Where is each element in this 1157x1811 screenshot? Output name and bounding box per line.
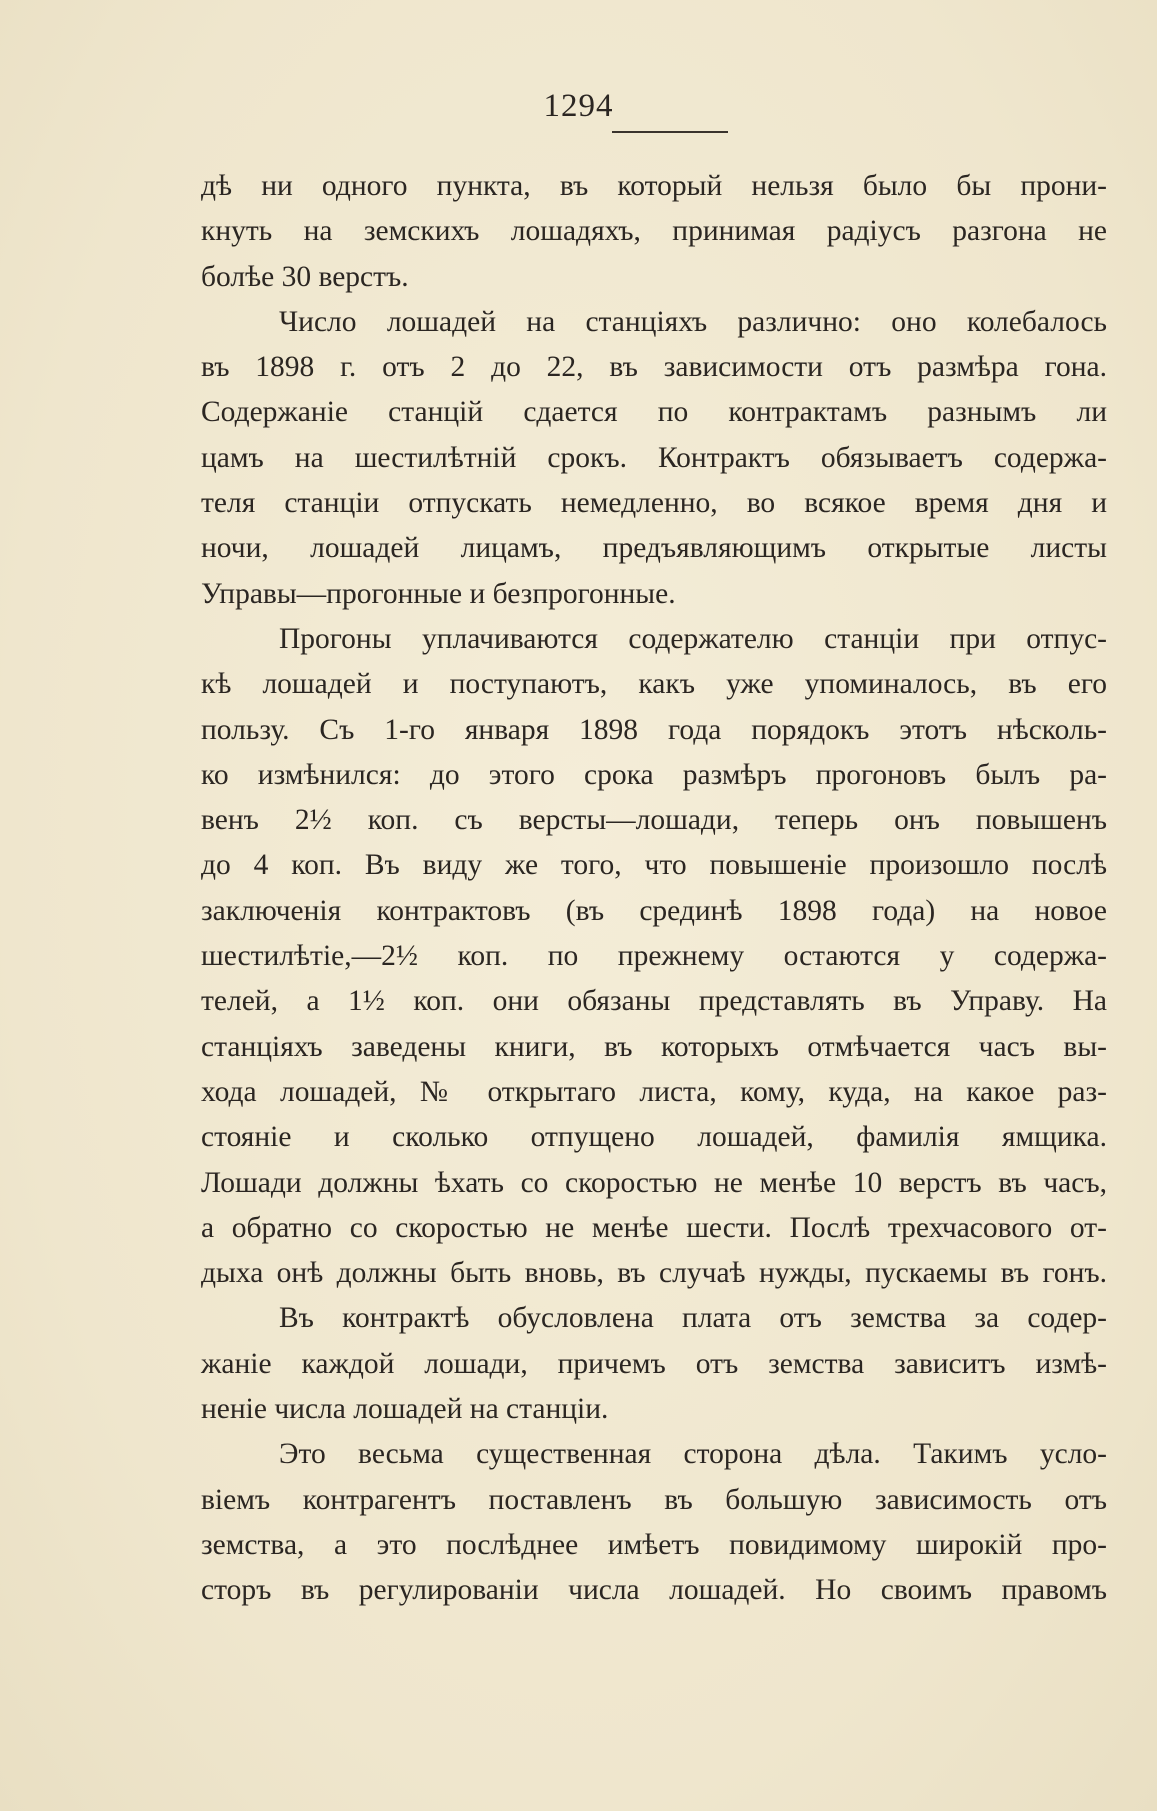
paragraph: [201, 300, 1107, 617]
text-line: Число лошадей на станціяхъ различно: оно колебалось: [279, 305, 1107, 338]
text-line: стояніе и сколько отпущено лошадей, фамилія ямщика.: [201, 1121, 1107, 1154]
paragraph: [201, 164, 1107, 300]
text-line: пользу. Съ 1-го января 1898 года порядокъ этотъ нѣсколь-: [201, 713, 1107, 746]
text-line: ко измѣнился: до этого срока размѣръ прогоновъ былъ ра-: [201, 758, 1107, 791]
text-line: дѣ ни одного пункта, въ который нельзя было бы прони-: [201, 170, 1107, 202]
paragraph: [201, 1432, 1107, 1613]
text-line: земства, а это послѣднее имѣетъ повидимому широкій про-: [201, 1528, 1107, 1561]
text-line: Управы—прогонные и безпрогонные.: [201, 577, 676, 610]
text-line: шестилѣтіе,—2½ коп. по прежнему остаются у содержа-: [201, 940, 1107, 973]
text-line: станціяхъ заведены книги, въ которыхъ отмѣчается часъ вы-: [201, 1030, 1107, 1063]
text-line: теля станціи отпускать немедленно, во всякое время дня и: [201, 487, 1107, 520]
text-line: болѣе 30 верстъ.: [201, 260, 409, 293]
text-line: Въ контрактѣ обусловлена плата отъ земства за содер-: [279, 1302, 1107, 1335]
text-line: кнуть на земскихъ лошадяхъ, принимая радіусъ разгона не: [201, 215, 1107, 248]
paragraph: [201, 617, 1107, 1296]
page-number-rule: [612, 131, 728, 133]
text-line: жаніе каждой лошади, причемъ отъ земства зависитъ измѣ-: [201, 1347, 1107, 1380]
text-line: Лошади должны ѣхать со скоростью не менѣе 10 верстъ въ часъ,: [201, 1166, 1107, 1199]
text-line: до 4 коп. Въ виду же того, что повышеніе произошло послѣ: [201, 849, 1107, 882]
text-line: въ 1898 г. отъ 2 до 22, въ зависимости отъ размѣра гона.: [201, 351, 1107, 384]
text-line: віемъ контрагентъ поставленъ въ большую зависимость отъ: [201, 1483, 1107, 1516]
text-line: дыха онѣ должны быть вновь, въ случаѣ нужды, пускаемы въ гонъ.: [201, 1257, 1107, 1290]
text-body: [201, 164, 1107, 1614]
text-line: кѣ лошадей и поступаютъ, какъ уже упоминалось, въ его: [201, 668, 1107, 701]
text-line: а обратно со скоростью не менѣе шести. Послѣ трехчасового от-: [201, 1211, 1107, 1244]
page-number: 1294: [543, 88, 614, 124]
paragraph: [201, 1296, 1107, 1432]
text-line: венъ 2½ коп. съ версты—лошади, теперь онъ повышенъ: [201, 804, 1107, 837]
text-line: заключенія контрактовъ (въ срединѣ 1898 года) на новое: [201, 894, 1107, 927]
text-line: Прогоны уплачиваются содержателю станціи при отпус-: [279, 622, 1107, 655]
text-line: Содержаніе станцій сдается по контрактамъ разнымъ ли: [201, 396, 1107, 429]
text-line: сторъ въ регулированіи числа лошадей. Но своимъ правомъ: [201, 1574, 1107, 1607]
text-line: хода лошадей, № открытаго листа, кому, куда, на какое раз-: [201, 1075, 1107, 1108]
text-line: неніе числа лошадей на станціи.: [201, 1393, 609, 1426]
text-line: Это весьма существенная сторона дѣла. Такимъ усло-: [279, 1438, 1107, 1471]
text-line: цамъ на шестилѣтній срокъ. Контрактъ обязываетъ содержа-: [201, 441, 1107, 474]
text-line: ночи, лошадей лицамъ, предъявляющимъ открытые листы: [201, 532, 1107, 565]
text-line: телей, а 1½ коп. они обязаны представлять въ Управу. На: [201, 985, 1107, 1018]
